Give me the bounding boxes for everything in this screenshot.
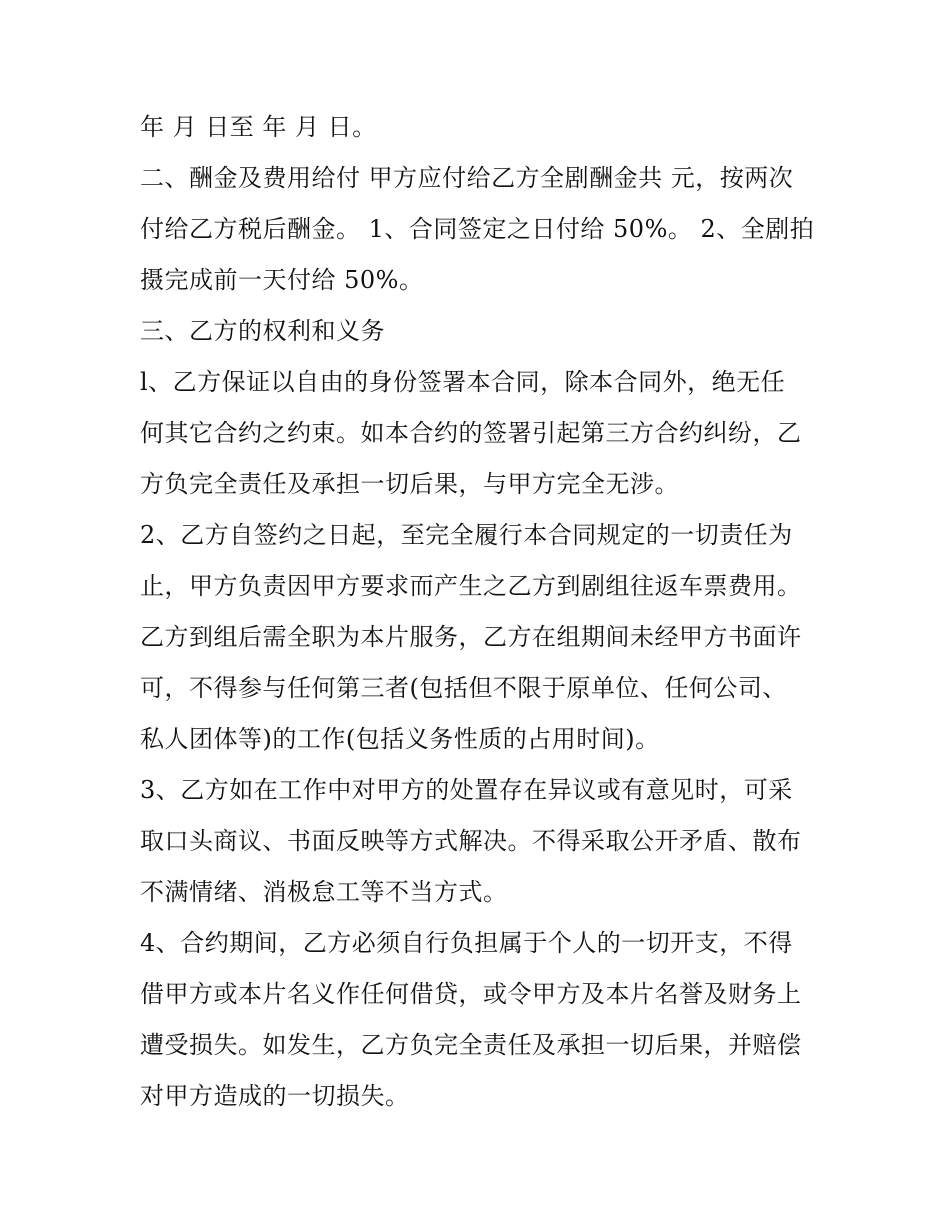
text-line: 乙方到组后需全职为本片服务，乙方在组期间未经甲方书面许 (140, 623, 802, 651)
text-line: 方负完全责任及承担一切后果，与甲方完全无涉。 (140, 470, 679, 498)
text-line: 付给乙方税后酬金。 1、合同签定之日付给 50%。 2、全剧拍 (140, 215, 815, 243)
text-line: 对甲方造成的一切损失。 (140, 1082, 410, 1110)
text-line: 止，甲方负责因甲方要求而产生之乙方到剧组往返车票费用。 (140, 572, 802, 600)
text-line: 可，不得参与任何第三者(包括但不限于原单位、任何公司、 (140, 674, 787, 702)
text-line: 二、酬金及费用给付 甲方应付给乙方全剧酬金共 元，按两次 (140, 164, 794, 192)
text-line: 年 月 日至 年 月 日。 (140, 113, 377, 141)
text-line: 何其它合约之约束。如本合约的签署引起第三方合约纠纷，乙 (140, 419, 802, 447)
section-heading: 三、乙方的权利和义务 (140, 317, 385, 345)
text-line: 3、乙方如在工作中对甲方的处置存在异议或有意见时，可采 (140, 776, 793, 804)
text-line: l、乙方保证以自由的身份签署本合同，除本合同外，绝无任 (140, 368, 786, 396)
text-line: 摄完成前一天付给 50%。 (140, 266, 424, 294)
text-line: 私人团体等)的工作(包括义务性质的占用时间)。 (140, 725, 660, 753)
text-line: 2、乙方自签约之日起，至完全履行本合同规定的一切责任为 (140, 521, 793, 549)
text-line: 借甲方或本片名义作任何借贷，或令甲方及本片名誉及财务上 (140, 980, 802, 1008)
text-line: 取口头商议、书面反映等方式解决。不得采取公开矛盾、散布 (140, 827, 802, 855)
text-line: 遭受损失。如发生，乙方负完全责任及承担一切后果，并赔偿 (140, 1031, 802, 1059)
text-line: 4、合约期间，乙方必须自行负担属于个人的一切开支，不得 (140, 929, 793, 957)
document-body (140, 102, 820, 1122)
text-line: 不满情绪、消极怠工等不当方式。 (140, 878, 508, 906)
